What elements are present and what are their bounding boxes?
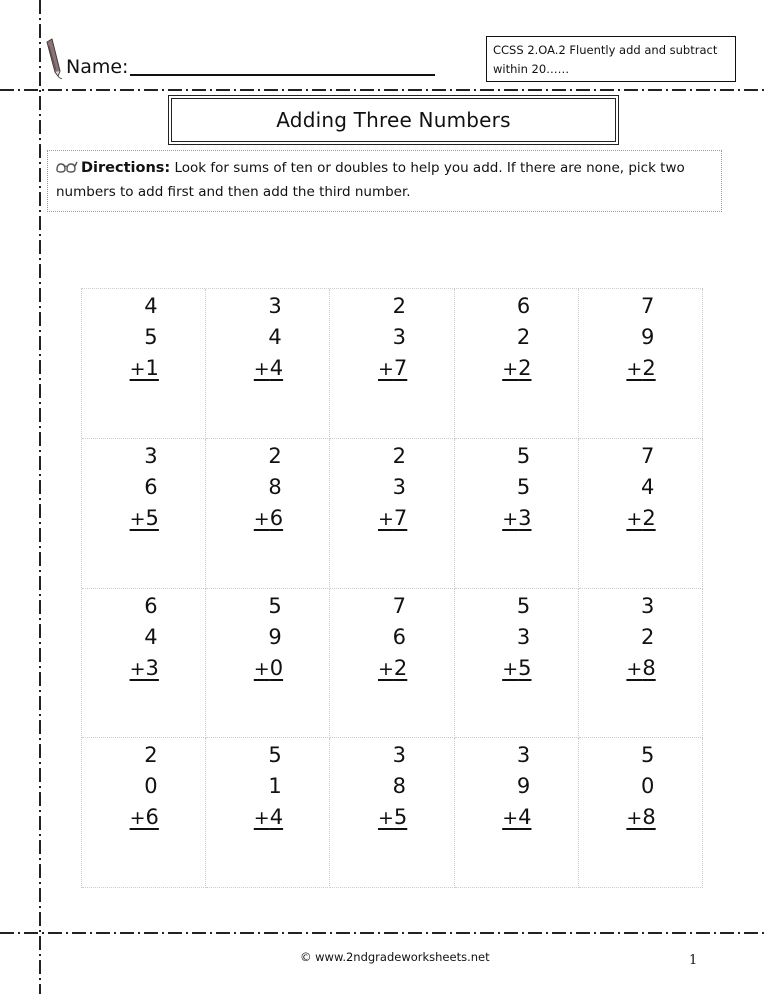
problem-cell[interactable]	[455, 439, 579, 589]
problem-cell[interactable]	[579, 439, 703, 589]
problem-cell[interactable]	[455, 289, 579, 439]
addition-problem	[455, 591, 578, 685]
page-number: 1	[689, 953, 698, 968]
addend-2: 3	[392, 474, 406, 499]
addition-problem	[330, 441, 453, 535]
addend-1: 7	[392, 593, 406, 618]
plus-sign: +	[253, 657, 270, 680]
addend-3: +3	[502, 505, 532, 530]
problem-cell[interactable]	[579, 738, 703, 888]
plus-sign: +	[626, 807, 643, 830]
addition-problem	[82, 291, 205, 385]
addend-3: +8	[626, 655, 656, 680]
addition-problem	[455, 291, 578, 385]
addend-3: +7	[377, 505, 408, 530]
addend-2: 5	[516, 474, 531, 499]
plus-sign: +	[129, 507, 146, 530]
addend-2: 1	[268, 774, 282, 799]
addend-3: +3	[129, 655, 159, 680]
addend-3: +6	[253, 505, 284, 530]
addend-1: 3	[392, 743, 406, 768]
problem-cell[interactable]	[330, 738, 454, 888]
addend-2: 2	[516, 325, 531, 349]
glasses-icon	[56, 161, 78, 173]
addend-3: +4	[253, 805, 284, 830]
problem-cell[interactable]	[330, 439, 454, 589]
addend-2: 3	[516, 624, 531, 649]
addend-3: +1	[129, 356, 159, 380]
addend-1: 2	[392, 294, 406, 318]
addend-3: +6	[129, 805, 159, 830]
addend-3: +4	[253, 356, 284, 380]
addend-2: 6	[392, 624, 406, 649]
plus-sign: +	[377, 358, 394, 380]
addend-1: 5	[516, 593, 531, 618]
name-input-line[interactable]	[130, 54, 435, 76]
plus-sign: +	[253, 507, 270, 530]
problem-cell[interactable]	[206, 589, 330, 739]
plus-sign: +	[626, 657, 643, 680]
problem-cell[interactable]	[82, 738, 206, 888]
plus-sign: +	[377, 807, 394, 830]
addend-1: 5	[268, 593, 282, 618]
directions-text: Look for sums of ten or doubles to help you add. If there are none, pick two numbers to add first and then add the third number.	[56, 160, 685, 200]
addition-problem	[206, 740, 329, 834]
page-title: Adding Three Numbers	[276, 108, 511, 132]
plus-sign: +	[377, 507, 394, 530]
addend-2: 9	[641, 325, 655, 349]
addition-problem	[82, 441, 205, 535]
addend-3: +7	[377, 356, 408, 380]
problem-cell[interactable]	[82, 589, 206, 739]
addend-1: 7	[641, 443, 655, 468]
addition-problem	[206, 441, 329, 535]
addend-1: 2	[268, 443, 282, 468]
addend-2: 0	[144, 774, 158, 799]
problem-cell[interactable]	[330, 289, 454, 439]
addend-1: 7	[641, 294, 655, 318]
addition-problem	[330, 740, 453, 834]
addend-2: 2	[641, 624, 655, 649]
addend-3: +5	[129, 505, 159, 530]
bottom-cut-line	[0, 932, 768, 934]
plus-sign: +	[502, 507, 519, 530]
addition-problem	[579, 291, 702, 385]
plus-sign: +	[253, 358, 270, 380]
plus-sign: +	[253, 807, 270, 830]
problem-cell[interactable]	[579, 289, 703, 439]
top-cut-line	[0, 89, 768, 91]
addition-problem	[455, 441, 578, 535]
problem-cell[interactable]	[455, 589, 579, 739]
problem-cell[interactable]	[579, 589, 703, 739]
directions-box	[47, 150, 722, 212]
problem-cell[interactable]	[455, 738, 579, 888]
addend-1: 3	[144, 443, 158, 468]
directions-heading: Directions:	[81, 160, 171, 176]
plus-sign: +	[377, 657, 394, 680]
addend-3: +2	[626, 356, 656, 380]
problem-cell[interactable]	[206, 289, 330, 439]
addend-3: +2	[626, 505, 656, 530]
addend-1: 5	[268, 743, 282, 768]
plus-sign: +	[502, 358, 519, 380]
addend-1: 4	[144, 294, 158, 318]
addend-3: +2	[502, 356, 532, 380]
problem-cell[interactable]	[206, 439, 330, 589]
addend-2: 9	[516, 774, 531, 799]
addend-1: 3	[516, 743, 531, 768]
addend-2: 5	[144, 325, 158, 349]
addend-3: +8	[626, 805, 656, 830]
addition-problem	[579, 591, 702, 685]
addend-2: 9	[268, 624, 282, 649]
name-field	[44, 34, 435, 80]
plus-sign: +	[626, 358, 643, 380]
addend-3: +5	[377, 805, 408, 830]
addend-1: 2	[144, 743, 158, 768]
problem-cell[interactable]	[330, 589, 454, 739]
addition-problem	[206, 291, 329, 385]
addend-2: 8	[268, 474, 282, 499]
addend-2: 0	[641, 774, 655, 799]
addend-3: +4	[502, 805, 532, 830]
addend-1: 6	[144, 593, 158, 618]
addend-1: 3	[641, 593, 655, 618]
addend-2: 4	[144, 624, 158, 649]
plus-sign: +	[129, 657, 146, 680]
addition-problem	[455, 740, 578, 834]
addition-problem	[579, 740, 702, 834]
standard-box: CCSS 2.OA.2 Fluently add and subtract within 20……	[486, 36, 736, 82]
vertical-cut-line	[39, 0, 41, 994]
addend-3: +2	[377, 655, 408, 680]
plus-sign: +	[502, 657, 519, 680]
problem-cell[interactable]	[82, 439, 206, 589]
problem-cell[interactable]	[206, 738, 330, 888]
addend-2: 8	[392, 774, 406, 799]
addend-3: +5	[502, 655, 532, 680]
addend-3: +0	[253, 655, 284, 680]
addend-2: 4	[268, 325, 282, 349]
addition-problem	[82, 740, 205, 834]
addend-1: 6	[516, 294, 531, 318]
plus-sign: +	[502, 807, 519, 830]
addition-problem	[330, 291, 453, 385]
name-label: Name:	[66, 56, 129, 78]
problem-grid	[81, 288, 703, 888]
title-box	[168, 95, 619, 145]
addend-1: 3	[268, 294, 282, 318]
pencil-icon	[44, 38, 62, 80]
addend-2: 3	[392, 325, 406, 349]
addition-problem	[330, 591, 453, 685]
addend-2: 4	[641, 474, 655, 499]
plus-sign: +	[626, 507, 643, 530]
plus-sign: +	[129, 807, 146, 830]
addition-problem	[82, 591, 205, 685]
addend-1: 2	[392, 443, 406, 468]
copyright-text: © www.2ndgradeworksheets.net	[300, 950, 490, 964]
addend-2: 6	[144, 474, 158, 499]
plus-sign: +	[129, 358, 146, 380]
problem-cell[interactable]	[82, 289, 206, 439]
addend-1: 5	[516, 443, 531, 468]
addition-problem	[206, 591, 329, 685]
addend-1: 5	[641, 743, 655, 768]
addition-problem	[579, 441, 702, 535]
